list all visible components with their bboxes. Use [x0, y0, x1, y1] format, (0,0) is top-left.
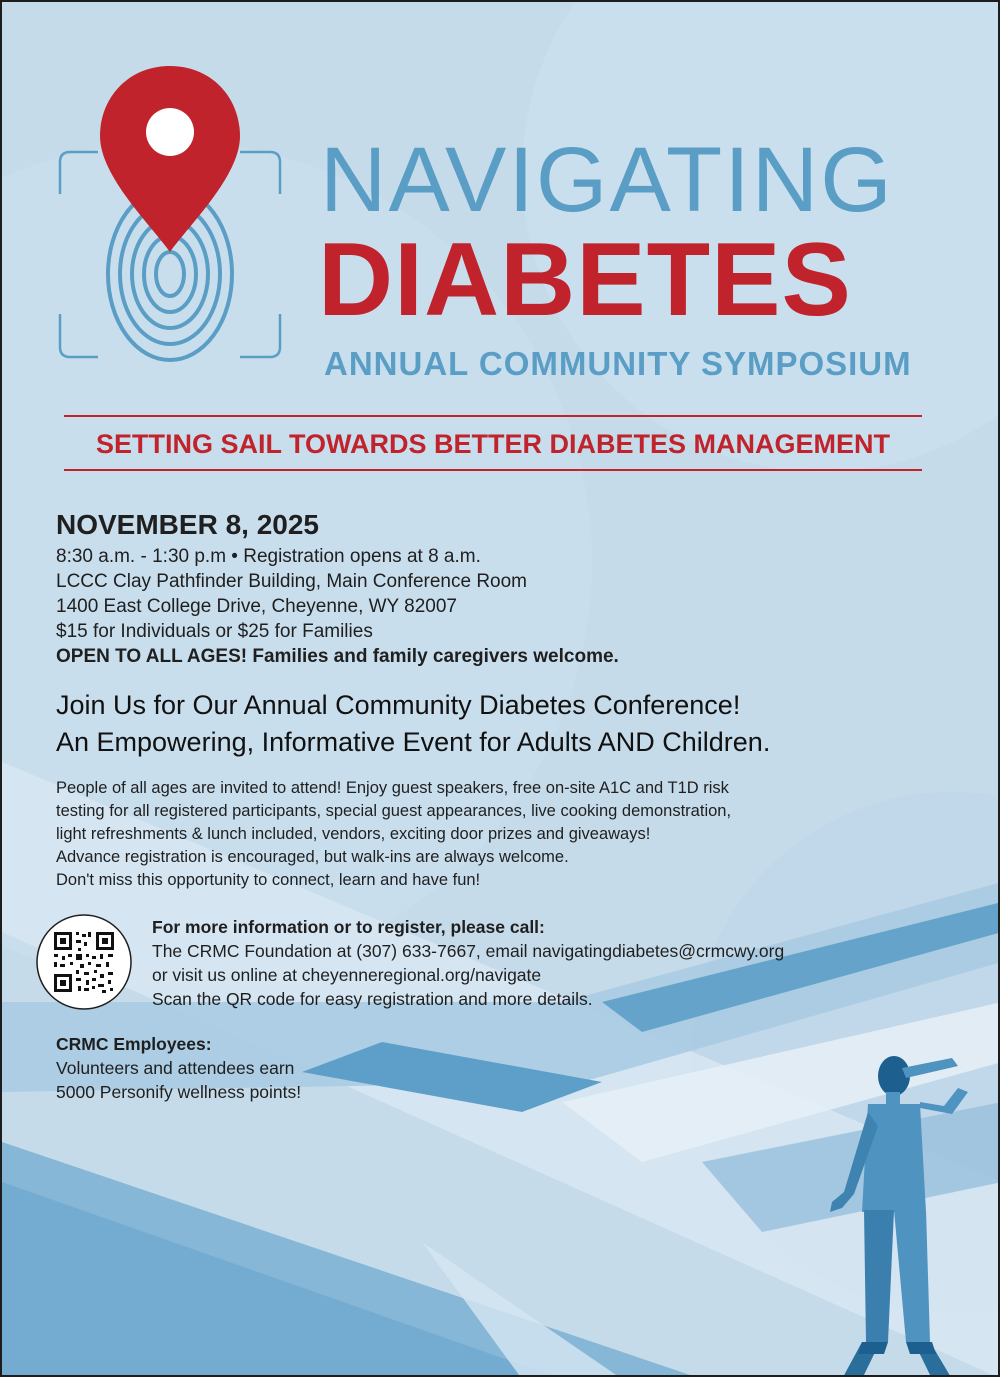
person-looking-icon: [802, 1042, 1000, 1377]
event-address: 1400 East College Drive, Cheyenne, WY 82007: [56, 596, 458, 617]
event-time: 8:30 a.m. - 1:30 p.m • Registration opens at 8 a.m.: [56, 546, 481, 567]
title-navigating: NAVIGATING: [320, 129, 894, 231]
headline: [56, 687, 956, 761]
description-line: light refreshments & lunch included, vendors, exciting door prizes and giveaways!: [56, 825, 651, 843]
employees-line1: Volunteers and attendees earn: [56, 1058, 295, 1078]
headline-line1: Join Us for Our Annual Community Diabetes Conference!: [56, 690, 741, 720]
description-line: Don't miss this opportunity to connect, learn and have fun!: [56, 871, 481, 889]
divider-bottom: [64, 469, 922, 471]
event-price: $15 for Individuals or $25 for Families: [56, 621, 373, 642]
employees-note: [56, 1032, 456, 1104]
map-pin-fingerprint-icon: [50, 64, 290, 384]
event-audience: OPEN TO ALL AGES! Families and family caregivers welcome.: [56, 646, 619, 667]
event-date: NOVEMBER 8, 2025: [56, 509, 319, 540]
title-diabetes: DIABETES: [318, 222, 852, 338]
event-venue: LCCC Clay Pathfinder Building, Main Conference Room: [56, 571, 528, 592]
subtitle: ANNUAL COMMUNITY SYMPOSIUM: [324, 345, 912, 382]
event-details: [56, 544, 936, 669]
contact-line-phone-email[interactable]: The CRMC Foundation at (307) 633-7667, email navigatingdiabetes@crmcwy.org: [152, 941, 785, 961]
headline-line2: An Empowering, Informative Event for Adults AND Children.: [56, 727, 771, 757]
tagline: SETTING SAIL TOWARDS BETTER DIABETES MANAGEMENT: [95, 429, 891, 459]
contact-heading: For more information or to register, please call:: [152, 917, 545, 937]
employees-line2: 5000 Personify wellness points!: [56, 1082, 302, 1102]
qr-code-icon[interactable]: [36, 914, 132, 1010]
contact-line-qr: Scan the QR code for easy registration and more details.: [152, 989, 593, 1009]
description-line: Advance registration is encouraged, but walk-ins are always welcome.: [56, 848, 569, 866]
contact-line-website[interactable]: or visit us online at cheyenneregional.org/navigate: [152, 965, 542, 985]
description-line: People of all ages are invited to attend! Enjoy guest speakers, free on-site A1C and T1D risk: [56, 779, 729, 797]
employees-heading: CRMC Employees:: [56, 1034, 212, 1054]
divider-top: [64, 415, 922, 417]
description-line: testing for all registered participants, special guest appearances, live cooking demonstration,: [56, 802, 732, 820]
description: [56, 777, 956, 892]
contact-info: [152, 915, 952, 1011]
